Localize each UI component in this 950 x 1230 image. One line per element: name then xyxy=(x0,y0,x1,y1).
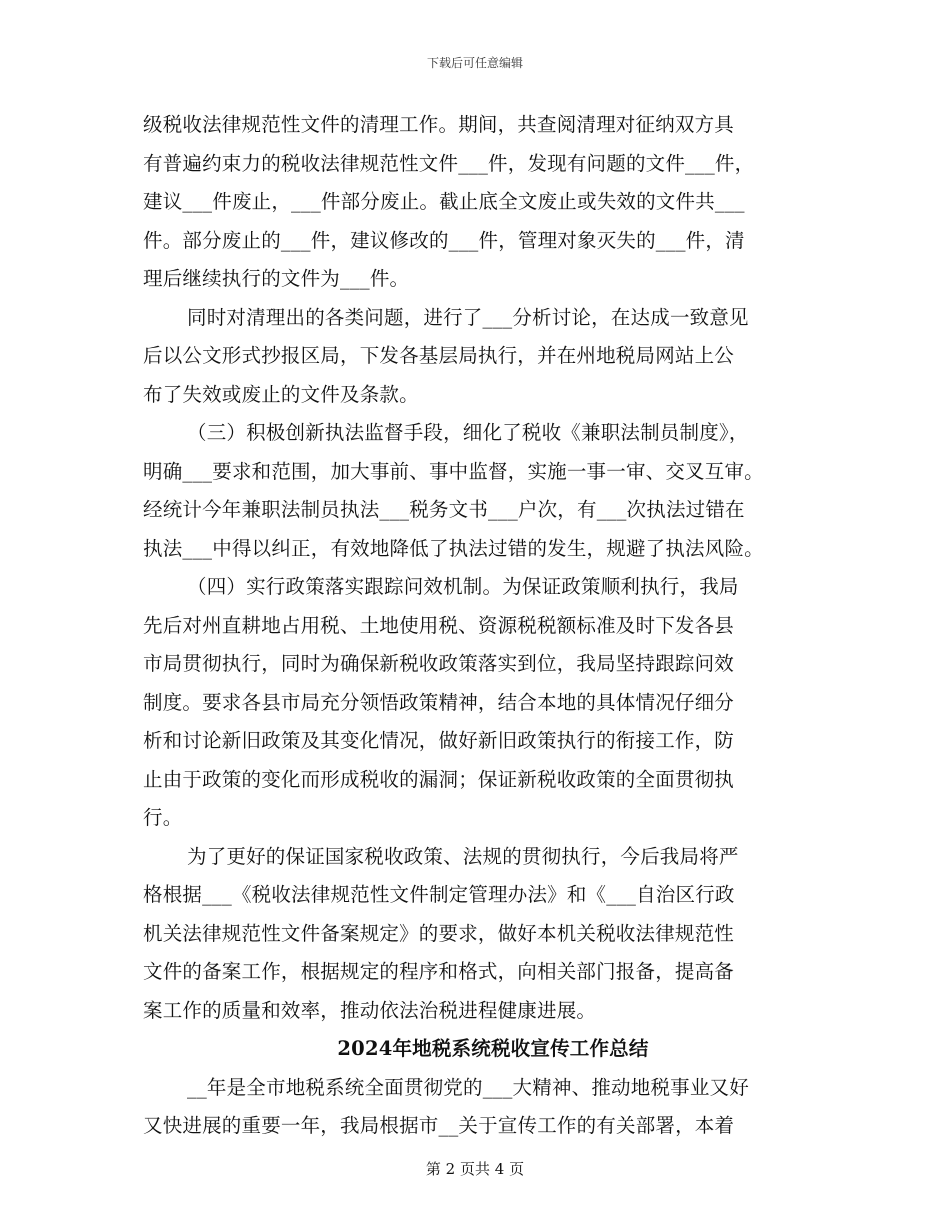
text-line: 文件的备案工作，根据规定的程序和格式，向相关部门报备，提高备 xyxy=(143,960,735,983)
text-line: 先后对州直耕地占用税、土地使用税、资源税税额标准及时下发各县 xyxy=(143,613,735,637)
paragraph-start-line: 同时对清理出的各类问题，进行了___分析讨论，在达成一致意见 xyxy=(187,305,749,329)
paragraph-start-line: 为了更好的保证国家税收政策、法规的贯彻执行，今后我局将严 xyxy=(187,844,739,868)
text-line: 机关法律规范性文件备案规定》的要求，做好本机关税收法律规范性 xyxy=(143,921,735,945)
page-header: 下载后可任意编辑 xyxy=(426,56,523,70)
text-line: 级税收法律规范性文件的清理工作。期间，共查阅清理对征纳双方具 xyxy=(143,113,735,136)
text-line: 案工作的质量和效率，推动依法治税进程健康进展。 xyxy=(143,998,597,1022)
text-line: 有普遍约束力的税收法律规范性文件___件，发现有问题的文件___件， xyxy=(143,151,755,175)
section-title: 2024年地税系统税收宣传工作总结 xyxy=(337,1037,649,1060)
text-line: 又快进展的重要一年，我局根据市__关于宣传工作的有关部署，本着 xyxy=(143,1114,735,1137)
text-line: 件。部分废止的___件，建议修改的___件，管理对象灭失的___件，清 xyxy=(143,228,745,252)
text-line: 后以公文形式抄报区局，下发各基层局执行，并在州地税局网站上公 xyxy=(143,344,735,367)
text-line: 布了失效或废止的文件及条款。 xyxy=(143,382,419,406)
paragraph-start-line: __年是全市地税系统全面贯彻党的___大精神、推动地税事业又好 xyxy=(187,1075,749,1099)
text-line: 析和讨论新旧政策及其变化情况，做好新旧政策执行的衔接工作，防 xyxy=(143,729,735,752)
text-line: 行。 xyxy=(143,806,183,829)
text-line: 理后继续执行的文件为___件。 xyxy=(143,267,410,290)
text-line: 经统计今年兼职法制员执法___税务文书___户次，有___次执法过错在 xyxy=(143,498,745,521)
text-line: 建议___件废止，___件部分废止。截止底全文废止或失效的文件共___ xyxy=(143,190,745,213)
document-body xyxy=(143,106,813,1146)
text-line: 执法___中得以纠正，有效地降低了执法过错的发生，规避了执法风险。 xyxy=(143,536,764,560)
text-line: 市局贯彻执行，同时为确保新税收政策落实到位，我局坚持跟踪问效 xyxy=(143,652,735,675)
page-footer: 第 2 页共 4 页 xyxy=(425,1160,525,1178)
text-line: 止由于政策的变化而形成税收的漏洞；保证新税收政策的全面贯彻执 xyxy=(143,767,735,791)
text-line: 明确___要求和范围，加大事前、事中监督，实施一事一审、交叉互审。 xyxy=(143,459,764,483)
paragraph-start-line: （四）实行政策落实跟踪问效机制。为保证政策顺利执行，我局 xyxy=(187,575,739,598)
text-line: 格根据___《税收法律规范性文件制定管理办法》和《___自治区行政 xyxy=(143,883,735,906)
paragraph-start-line: （三）积极创新执法监督手段，细化了税收《兼职法制员制度》， xyxy=(187,421,749,444)
text-line: 制度。要求各县市局充分领悟政策精神，结合本地的具体情况仔细分 xyxy=(143,690,735,714)
